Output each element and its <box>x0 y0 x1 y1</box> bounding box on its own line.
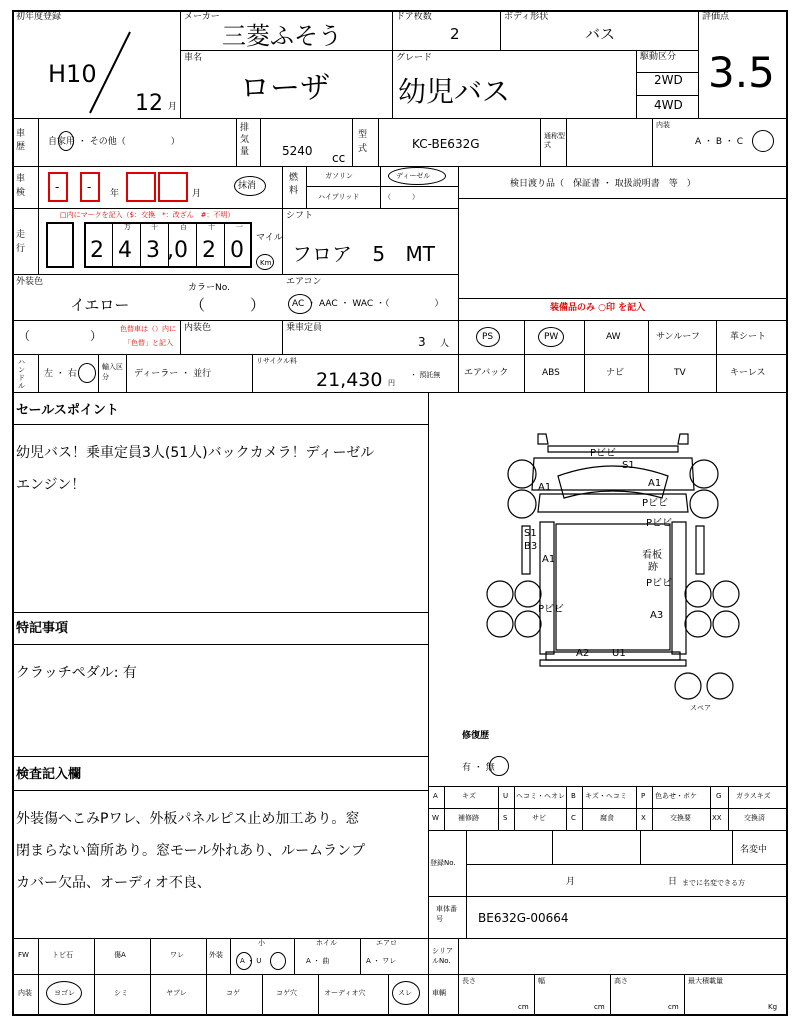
insp-none: 抹消 <box>238 181 257 191</box>
chassis-label: 車体番号 <box>436 905 457 923</box>
fw-label: FW <box>18 951 29 959</box>
recycle-value: 21,430 <box>316 369 383 391</box>
small-a-circle <box>236 952 252 970</box>
body-value: バス <box>585 25 616 43</box>
legend-w-code: W <box>432 814 439 822</box>
dims-width-cm: cm <box>594 1003 605 1011</box>
special-text: クラッチペダル: 有 <box>16 665 137 681</box>
drive-2wd: 2WD <box>654 73 683 87</box>
reg-deadline: までに名変できる方 <box>682 879 745 887</box>
dmg-label-3: A1 <box>538 482 552 493</box>
inspection-notes-line-3: カバー欠品、オーディオ不良、 <box>16 875 211 891</box>
history-label: 車歴 <box>16 129 26 152</box>
dmg-label-12: Pビビ <box>646 578 673 589</box>
equip-tv: TV <box>674 368 686 378</box>
body-label: ボディ形状 <box>504 12 549 22</box>
digit-1: 2 <box>90 238 104 263</box>
recycle-label: リサイクル料 <box>256 357 298 365</box>
dmg-label-16: U1 <box>612 648 626 659</box>
dmg-label-5: Pビビ <box>642 498 669 509</box>
ps-circle <box>476 327 500 347</box>
unit-ichi: 一 <box>236 223 243 231</box>
reg-no-label: 登録No. <box>430 859 456 867</box>
diesel-circle <box>388 167 446 185</box>
capacity-label: 乗車定員 <box>286 323 323 333</box>
unit-man: 万 <box>124 223 131 231</box>
right-circle <box>78 363 96 383</box>
color-note-1: 色替車は（）内に <box>120 325 176 333</box>
first-reg-slash <box>85 30 135 115</box>
equip-sunroof: サンルーフ <box>656 332 700 342</box>
drive-4wd: 4WD <box>654 98 683 112</box>
aero-label: エアロ <box>376 939 397 947</box>
sameday-label: 検日渡り品（ 保証書 ・ 取扱説明書 等 ） <box>510 179 696 189</box>
aero-opts: A ・ ワレ <box>366 957 397 965</box>
sure-circle <box>392 981 420 1005</box>
ac-label: エアコン <box>286 277 322 287</box>
chassis-value: BE632G-00664 <box>478 911 569 925</box>
ac-circle <box>288 294 312 314</box>
mileage-note: □内にマークを記入（$：交換 *：改ざん #：不明） <box>60 211 235 219</box>
fuel-diesel: ディーゼル <box>396 172 431 180</box>
color-paren: （ ） <box>18 329 103 343</box>
int-audio-ana: オーディオ穴 <box>324 989 366 997</box>
dmg-label-10: 看板 <box>642 550 662 561</box>
first-reg-era: H10 <box>48 60 97 88</box>
mileage-mile: マイル <box>256 233 283 243</box>
ext-color-label: 外装色 <box>16 277 44 287</box>
legend-b-code: B <box>571 792 576 800</box>
month-unit: 月 <box>168 102 178 112</box>
legend-u-text: ヘコミ・ヘオレ <box>516 792 565 800</box>
legend-g-text: ガラスキズ <box>736 792 771 800</box>
fw-tobiishi: トビ石 <box>52 951 73 959</box>
color-note-2: 「色替」と記入 <box>124 339 173 347</box>
dmg-label-11: 跡 <box>648 562 658 573</box>
int-shimi: シミ <box>114 989 128 997</box>
digit-5: 2 <box>202 238 216 263</box>
dmg-label-2: S1 <box>622 460 635 471</box>
grade-label: グレード <box>396 53 433 63</box>
repair-value: 有 ・ 無 <box>462 763 495 773</box>
cc-unit: cc <box>332 151 346 165</box>
legend-w-text: 補修跡 <box>458 814 479 822</box>
small-u-circle <box>270 952 286 970</box>
shift-label: シフト <box>286 211 314 221</box>
sales-point-line-1: 幼児バス！乗車定員3人(51人)バックカメラ！ディーゼル <box>16 445 375 461</box>
mileage-km: Km <box>260 259 272 267</box>
shift-value: フロア 5 MT <box>292 242 435 266</box>
dims-height-cm: cm <box>668 1003 679 1011</box>
ac-value: AC ・ AAC ・ WAC ・（ ） <box>292 299 444 309</box>
equip-abs: ABS <box>542 368 560 378</box>
legend-xx-code: XX <box>712 814 722 822</box>
recycle-deposit: ・ 預託無 <box>410 371 441 379</box>
insp-dash-2: - <box>87 180 92 194</box>
doors-value: 2 <box>450 25 460 43</box>
equip-ps: PS <box>482 332 494 342</box>
dims-length-cm: cm <box>518 1003 529 1011</box>
sales-point-line-2: エンジン！ <box>16 477 86 493</box>
handle-label: ハンドル <box>18 358 25 390</box>
mileage-box-empty <box>46 222 74 268</box>
int-color-label: 内装色 <box>184 323 212 333</box>
equip-header: 装備品のみ ○印 を記入 <box>550 303 646 313</box>
digit-2: 4 <box>118 238 132 263</box>
dmg-label-9: A1 <box>542 554 556 565</box>
color-no-label: カラーNo. <box>188 283 230 293</box>
legend-b-text: キズ・ヘコミ <box>585 792 627 800</box>
equip-leather: 革シート <box>730 332 767 342</box>
maker-label: メーカー <box>184 12 220 22</box>
fw-kizu-a: 傷A <box>114 951 126 959</box>
doors-label: ドア枚数 <box>396 12 432 22</box>
digit-comma: , <box>167 238 174 263</box>
repair-none-circle <box>489 756 509 776</box>
capacity-value: 3 <box>418 335 426 349</box>
model-value: KC-BE632G <box>412 137 480 151</box>
legend-x-code: X <box>641 814 646 822</box>
spare-label: スペア <box>690 704 711 712</box>
grade-point-label: 評価点 <box>702 12 730 22</box>
mileage-label: 走行 <box>16 230 26 254</box>
legend-xx-text: 交換済 <box>744 814 765 822</box>
dmg-label-14: A3 <box>650 610 664 621</box>
fuel-label: 燃料 <box>289 173 299 196</box>
none-circle <box>234 176 266 196</box>
model-label: 型式 <box>358 130 368 154</box>
legend-s-text: サビ <box>532 814 546 822</box>
displacement-value: 5240 <box>282 144 313 158</box>
sales-point-label: セールスポイント <box>16 403 119 418</box>
equip-navi: ナビ <box>606 368 625 378</box>
small-opts: A ・ U <box>240 957 262 965</box>
inspection-label: 車検 <box>16 174 26 198</box>
capacity-unit: 人 <box>440 339 450 349</box>
legend-x-text: 交換要 <box>670 814 691 822</box>
fuel-hybrid: ハイブリッド <box>318 193 360 201</box>
common-model-label: 通称型式 <box>544 132 565 149</box>
fuel-hybrid-paren: （ ） <box>384 193 419 201</box>
unit-hyaku: 百 <box>180 223 187 231</box>
yogore-circle <box>46 981 82 1005</box>
dmg-label-1: Pビビ <box>590 448 617 459</box>
dims-label: 車輌 <box>432 989 446 997</box>
ext-color-value: イエロー <box>70 296 130 314</box>
insp-year: 年 <box>110 189 120 199</box>
wheel-opts: A ・ 曲 <box>306 957 330 965</box>
equip-aw: AW <box>606 332 621 342</box>
grade-value: 幼児バス <box>398 75 511 108</box>
equip-keyless: キーレス <box>730 368 766 378</box>
import-label: 輸入区分 <box>102 363 123 381</box>
legend-a-text: キズ <box>462 792 476 800</box>
legend-g-code: G <box>716 792 722 800</box>
dims-max-load: 最大積載量 <box>688 977 723 985</box>
dims-length: 長さ <box>462 977 476 985</box>
wheel-label: ホイル <box>316 939 337 947</box>
legend-u-code: U <box>503 792 509 800</box>
legend-c-text: 腐食 <box>600 814 614 822</box>
dmg-label-7: S1 <box>524 528 537 539</box>
insp-month: 月 <box>192 189 202 199</box>
unit-sen: 千 <box>151 223 158 231</box>
km-circle <box>256 254 274 270</box>
drive-label: 駆動区分 <box>640 52 677 62</box>
dims-height: 高さ <box>614 977 628 985</box>
car-name-label: 車名 <box>184 53 203 63</box>
repair-label: 修復歴 <box>462 731 490 741</box>
name-change: 名変中 <box>740 845 768 855</box>
interior-label: 内装 <box>656 121 670 129</box>
small-label: 小 <box>258 939 265 947</box>
legend-s-code: S <box>503 814 508 822</box>
first-reg-month: 12 <box>135 91 163 116</box>
dmg-label-8: B3 <box>524 541 538 552</box>
dmg-label-4: A1 <box>648 478 662 489</box>
exterior-label: 外装 <box>209 951 223 959</box>
int-koge: コゲ <box>226 989 240 997</box>
digit-4: 0 <box>174 238 188 263</box>
grade-point-value: 3.5 <box>708 48 775 97</box>
recycle-yen: 円 <box>388 379 395 387</box>
history-value: 自家用 ・ その他（ ） <box>48 137 180 147</box>
fw-ware: ワレ <box>170 951 184 959</box>
int-sure: スレ <box>398 989 412 997</box>
displacement-label: 排気量 <box>240 123 250 157</box>
pw-circle <box>538 327 564 347</box>
interior-grades: A ・ B ・ C <box>695 137 744 147</box>
inspection-notes-label: 検査記入欄 <box>16 767 82 782</box>
int-yogore: ヨゴレ <box>54 989 75 997</box>
insp-dash-1: - <box>55 180 60 194</box>
reg-month: 月 <box>566 877 576 887</box>
interior-c-circle <box>752 130 774 152</box>
import-value: ディーラー ・ 並行 <box>134 369 212 379</box>
unit-juu: 十 <box>208 223 215 231</box>
reg-day: 日 <box>668 877 678 887</box>
color-no-paren: （ ） <box>190 296 266 314</box>
digit-3: 3 <box>146 238 160 263</box>
inspection-notes-line-1: 外装傷へこみPワレ、外板パネルピス止め加工あり。窓 <box>16 811 360 827</box>
fuel-gasoline: ガソリン <box>325 172 353 180</box>
int-yabure: ヤブレ <box>166 989 187 997</box>
dims-kg: Kg <box>768 1003 778 1011</box>
vehicle-diagram <box>430 394 786 784</box>
legend-p-code: P <box>641 792 646 800</box>
legend-c-code: C <box>571 814 576 822</box>
legend-a-code: A <box>433 792 438 800</box>
dmg-label-6: Pビビ <box>646 518 673 529</box>
serial-label: シリアルNo. <box>432 947 453 965</box>
digit-6: 0 <box>230 238 244 263</box>
equip-airbag: エアバック <box>464 368 509 378</box>
legend-p-text: 色あせ・ボケ <box>655 792 697 800</box>
private-use-circle <box>58 131 74 151</box>
dmg-label-15: A2 <box>576 648 590 659</box>
first-reg-label: 初年度登録 <box>16 12 62 22</box>
dims-width: 幅 <box>538 977 545 985</box>
maker-value: 三菱ふそう <box>222 22 342 50</box>
car-name-value: ローザ <box>240 71 330 106</box>
equip-pw: PW <box>544 332 559 342</box>
special-label: 特記事項 <box>16 621 69 636</box>
dmg-label-13: Pビビ <box>538 604 565 615</box>
int-koge-ana: コゲ穴 <box>276 989 297 997</box>
int-row-label: 内装 <box>18 989 32 997</box>
inspection-notes-line-2: 閉まらない箇所あり。窓モール外れあり、ルームランプ <box>16 843 366 859</box>
handle-value: 左 ・ 右 <box>44 369 77 379</box>
